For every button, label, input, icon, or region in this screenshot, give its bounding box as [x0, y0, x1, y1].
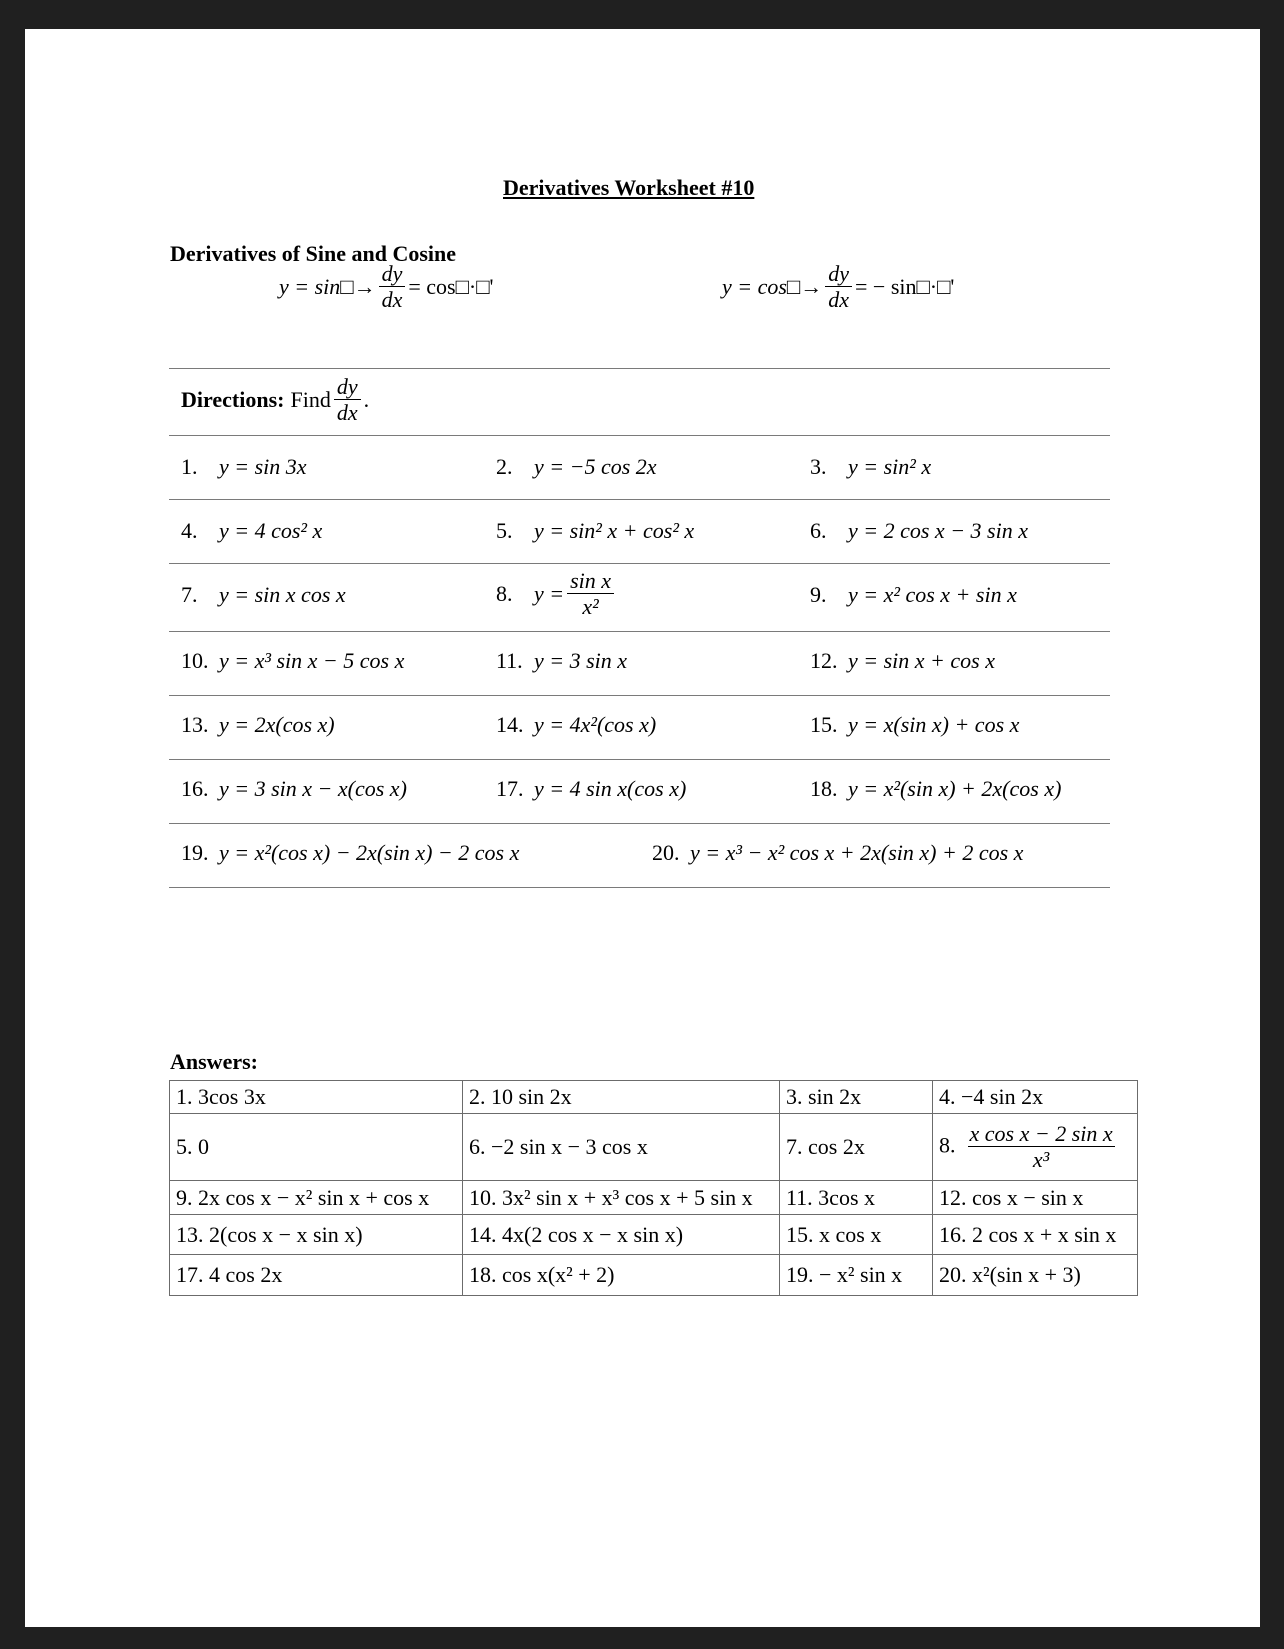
problem-4: 4. y = 4 cos² x [181, 518, 323, 543]
directions-label: Directions: [181, 387, 285, 413]
worksheet-title: Derivatives Worksheet #10 [503, 175, 755, 200]
table-row [170, 1255, 1138, 1296]
problem-2: 2. y = −5 cos 2x [496, 454, 657, 479]
answer-8-fraction: $\frac{\text{x cos x − 2 sin x}}{\text{x³}}$ [969, 1120, 1113, 1172]
answer-20: 20. x²(sin x + 3) [933, 1255, 1138, 1296]
directions-num: dy [334, 375, 361, 400]
problem-8: 8. y = $\frac{\text{sin x}}{\text{x²}}$ [496, 569, 617, 619]
answer-16: 16. 2 cos x + x sin x [933, 1215, 1138, 1255]
problem-8-fraction: $\frac{\text{sin x}}{\text{x²}}$ [567, 569, 614, 619]
directions-fraction [334, 375, 361, 425]
problem-19: 19. y = x²(cos x) − 2x(sin x) − 2 cos x [181, 840, 520, 865]
problem-17: 17. y = 4 sin x(cos x) [496, 776, 687, 801]
cosine-rule-lhs: y = cos□→ [722, 274, 823, 300]
sine-rule-fraction [379, 262, 406, 312]
answer-13: 13. 2(cos x − x sin x) [170, 1215, 463, 1255]
table-row [170, 1081, 1138, 1114]
directions-text: Find [290, 387, 331, 413]
sine-rule-rhs: = cos□·□' [408, 274, 494, 300]
problem-7: 7. y = sin x cos x [181, 582, 346, 607]
divider [169, 435, 1110, 436]
table-row [170, 1215, 1138, 1255]
answer-11: 11. 3cos x [780, 1181, 933, 1215]
answer-12: 12. cos x − sin x [933, 1181, 1138, 1215]
answer-1: 1. 3cos 3x [170, 1081, 463, 1114]
sine-rule-lhs: y = sin□→ [279, 274, 376, 300]
table-row [170, 1181, 1138, 1215]
problem-11: 11. y = 3 sin x [496, 648, 628, 673]
problem-9: 9. y = x² cos x + sin x [810, 582, 1017, 607]
answer-9: 9. 2x cos x − x² sin x + cos x [170, 1181, 463, 1215]
divider [169, 823, 1110, 824]
problem-6: 6. y = 2 cos x − 3 sin x [810, 518, 1028, 543]
divider [169, 695, 1110, 696]
problem-1: 1. y = sin 3x [181, 454, 307, 479]
answer-2: 2. 10 sin 2x [463, 1081, 780, 1114]
directions-den: dx [336, 400, 358, 426]
problem-14: 14. y = 4x²(cos x) [496, 712, 657, 737]
directions [181, 375, 369, 425]
divider [169, 759, 1110, 760]
directions-end: . [363, 387, 370, 413]
answer-6: 6. −2 sin x − 3 cos x [463, 1114, 780, 1181]
answer-8: 8. $\frac{\text{x cos x − 2 sin x}}{\text{x³}}$ [933, 1114, 1138, 1181]
divider [169, 887, 1110, 888]
divider [169, 368, 1110, 369]
cosine-rule-den: dx [828, 287, 849, 313]
divider [169, 563, 1110, 564]
problem-13: 13. y = 2x(cos x) [181, 712, 335, 737]
divider [169, 631, 1110, 632]
problem-20: 20. y = x³ − x² cos x + 2x(sin x) + 2 cos x [652, 840, 1024, 865]
table-row [170, 1114, 1138, 1181]
answer-15: 15. x cos x [780, 1215, 933, 1255]
problem-10: 10. y = x³ sin x − 5 cos x [181, 648, 405, 673]
answer-10: 10. 3x² sin x + x³ cos x + 5 sin x [463, 1181, 780, 1215]
answers-heading: Answers: [170, 1049, 258, 1074]
answer-17: 17. 4 cos 2x [170, 1255, 463, 1296]
answer-4: 4. −4 sin 2x [933, 1081, 1138, 1114]
sine-rule-den: dx [381, 287, 403, 313]
answer-7: 7. cos 2x [780, 1114, 933, 1181]
answer-3: 3. sin 2x [780, 1081, 933, 1114]
problem-12: 12. y = sin x + cos x [810, 648, 995, 673]
problem-18: 18. y = x²(sin x) + 2x(cos x) [810, 776, 1062, 801]
worksheet-page [25, 29, 1260, 1627]
divider [169, 499, 1110, 500]
answer-5: 5. 0 [170, 1114, 463, 1181]
answer-19: 19. − x² sin x [780, 1255, 933, 1296]
answers-table [169, 1080, 1138, 1296]
section-heading: Derivatives of Sine and Cosine [170, 241, 456, 266]
problem-5: 5. y = sin² x + cos² x [496, 518, 695, 543]
cosine-rule-num: dy [825, 262, 852, 287]
problem-15: 15. y = x(sin x) + cos x [810, 712, 1020, 737]
cosine-rule-fraction [825, 262, 852, 312]
sine-rule-num: dy [379, 262, 406, 287]
problem-3: 3. y = sin² x [810, 454, 932, 479]
answer-18: 18. cos x(x² + 2) [463, 1255, 780, 1296]
problem-16: 16. y = 3 sin x − x(cos x) [181, 776, 407, 801]
sine-rule [279, 262, 493, 312]
answer-14: 14. 4x(2 cos x − x sin x) [463, 1215, 780, 1255]
cosine-rule [722, 262, 954, 312]
cosine-rule-rhs: = − sin□·□' [855, 274, 955, 300]
